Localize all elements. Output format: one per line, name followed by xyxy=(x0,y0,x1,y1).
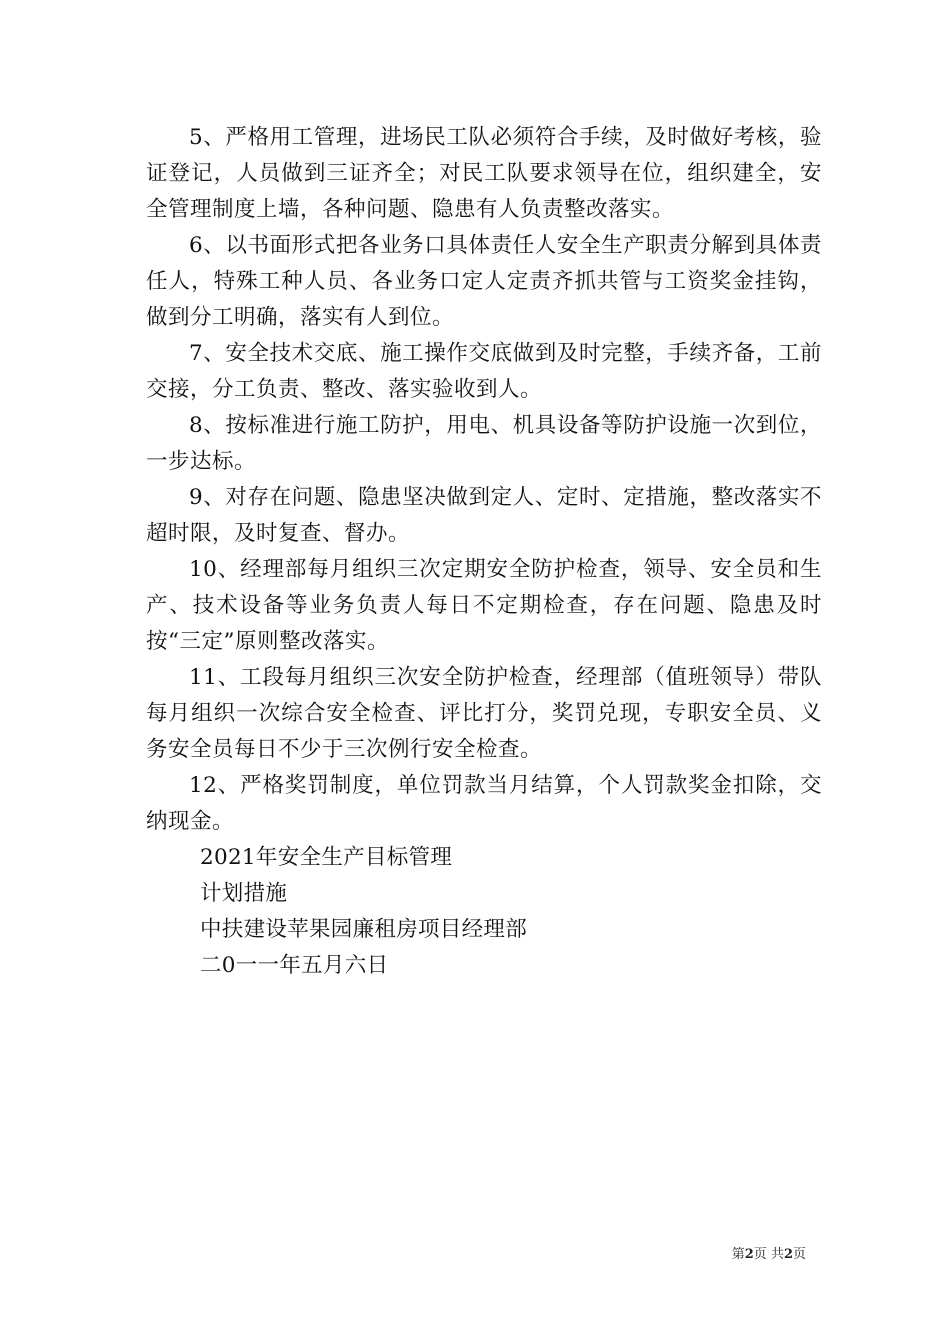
footer-prefix: 第 xyxy=(731,1247,745,1262)
paragraph-item-7: 7、安全技术交底、施工操作交底做到及时完整，手续齐备，工前交接，分工负责、整改、落实验收到人。 xyxy=(146,341,822,402)
footer-current-page: 2 xyxy=(744,1247,754,1262)
footer-suffix: 页 xyxy=(792,1247,806,1262)
signoff-block xyxy=(146,840,822,984)
document-body xyxy=(146,120,822,984)
signoff-title-line1: 2021年安全生产目标管理 xyxy=(200,845,453,870)
paragraph-item-10: 10、经理部每月组织三次定期安全防护检查，领导、安全员和生产、技术设备等业务负责人每日不定期检查，存在问题、隐患及时按“三定”原则整改落实。 xyxy=(146,557,822,654)
paragraph-item-9: 9、对存在问题、隐患坚决做到定人、定时、定措施，整改落实不超时限，及时复查、督办。 xyxy=(146,485,822,546)
page-number-footer xyxy=(732,1246,806,1264)
signoff-date: 二0一一年五月六日 xyxy=(200,953,389,978)
paragraph-item-12: 12、严格奖罚制度，单位罚款当月结算，个人罚款奖金扣除，交纳现金。 xyxy=(146,773,822,834)
paragraph-item-8: 8、按标准进行施工防护，用电、机具设备等防护设施一次到位，一步达标。 xyxy=(146,413,822,474)
signoff-organization: 中扶建设苹果园廉租房项目经理部 xyxy=(200,917,528,942)
footer-total-pages: 2 xyxy=(783,1247,793,1262)
paragraph-item-6: 6、以书面形式把各业务口具体责任人安全生产职责分解到具体责任人，特殊工种人员、各业务口定人定责齐抓共管与工资奖金挂钩，做到分工明确，落实有人到位。 xyxy=(146,233,822,330)
signoff-title-line2: 计划措施 xyxy=(200,881,288,906)
paragraph-item-5: 5、严格用工管理，进场民工队必须符合手续，及时做好考核，验证登记，人员做到三证齐全；对民工队要求领导在位，组织建全，安全管理制度上墙，各种问题、隐患有人负责整改落实。 xyxy=(146,125,822,222)
paragraph-item-11: 11、工段每月组织三次安全防护检查，经理部（值班领导）带队每月组织一次综合安全检查、评比打分，奖罚兑现，专职安全员、义务安全员每日不少于三次例行安全检查。 xyxy=(146,665,822,762)
footer-middle: 页 共 xyxy=(753,1247,784,1262)
